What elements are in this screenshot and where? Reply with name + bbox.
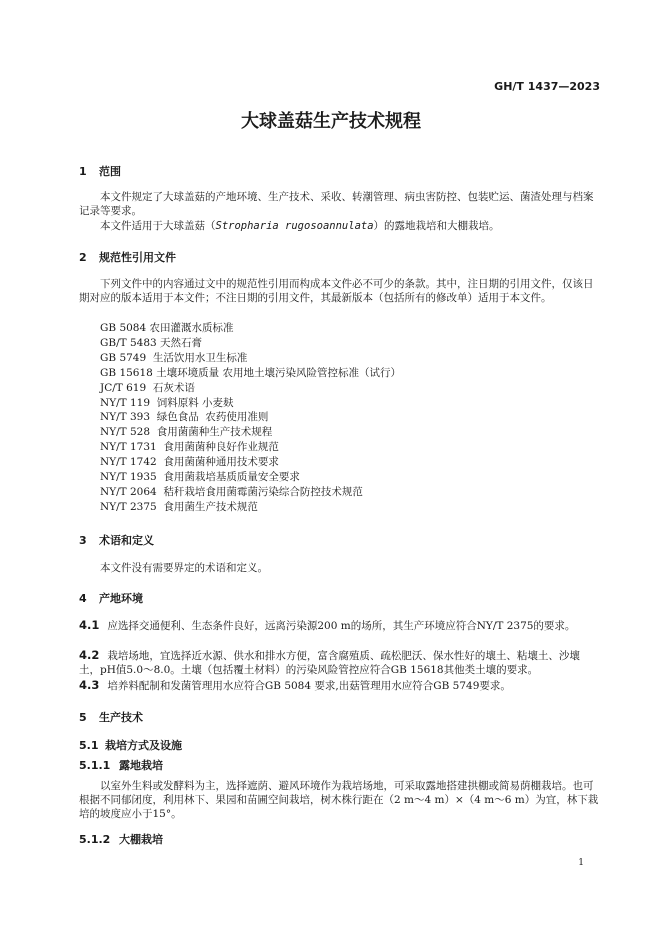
reference-item: NY/T 1935 食用菌栽培基质质量安全要求: [100, 471, 300, 484]
clause-4-2: [79, 648, 599, 677]
reference-item: NY/T 2064 秸秆栽培食用菌霉菌污染综合防控技术规范: [100, 485, 363, 498]
clause-number: 4.1: [79, 618, 100, 632]
section-title: 生产技术: [99, 711, 143, 724]
section-1-paragraph-2: [79, 219, 599, 233]
clause-text: 培养料配制和发菌管理用水应符合GB 5084 要求,出菇管理用水应符合GB 5749要求。: [107, 680, 511, 692]
section-title: 规范性引用文件: [99, 251, 176, 264]
subsection-title: 大棚栽培: [119, 833, 163, 846]
reference-item: NY/T 2375 食用菌生产技术规范: [100, 500, 258, 513]
scope-text-before: 本文件适用于大球盖菇（: [100, 220, 216, 232]
reference-item: GB 5084 农田灌溉水质标准: [100, 322, 234, 334]
latin-species-name: Stropharia rugosoannulata: [215, 220, 374, 232]
clause-text: 栽培场地，宜选择近水源、供水和排水方便，富含腐殖质、疏松肥沃、保水性好的壤土、粘壤土、沙壤土，pH值5.0～8.0。土壤（包括覆土材料）的污染风险管控应符合GB 15618其他类土壤的要求。: [79, 650, 580, 676]
normative-references-list: [100, 321, 401, 515]
section-3-paragraph-1: 本文件没有需要界定的术语和定义。: [100, 562, 268, 574]
section-number: 5: [79, 711, 87, 724]
section-number: 3: [79, 534, 87, 547]
section-5-heading: [79, 709, 143, 725]
section-3-heading: [79, 532, 154, 548]
reference-item: NY/T 393 绿色食品 农药使用准则: [100, 411, 269, 424]
section-number: 2: [79, 251, 87, 264]
section-4-heading: [79, 590, 143, 606]
reference-item: NY/T 1742 食用菌菌种通用技术要求: [100, 456, 279, 469]
section-title: 术语和定义: [99, 534, 154, 547]
section-2-heading: [79, 249, 176, 265]
section-1-paragraph-1: 本文件规定了大球盖菇的产地环境、生产技术、采收、转潮管理、病虫害防控、包装贮运、菌渣处理与档案记录等要求。: [79, 191, 594, 217]
reference-item: NY/T 119 饲料原料 小麦麸: [100, 396, 234, 409]
subsection-number: 5.1: [79, 739, 99, 752]
section-number: 1: [79, 165, 87, 178]
reference-item: JC/T 619 石灰术语: [100, 381, 195, 394]
section-2-paragraph-1: 下列文件中的内容通过文中的规范性引用而构成本文件必不可少的条款。其中，注日期的引用文件，仅该日期对应的版本适用于本文件；不注日期的引用文件，其最新版本（包括所有的修改单）适用于本文件。: [79, 278, 594, 304]
subsection-number: 5.1.2: [79, 833, 111, 846]
reference-item: GB 15618 土壤环境质量 农用地土壤污染风险管控标准（试行）: [100, 366, 402, 379]
clause-number: 4.3: [79, 678, 100, 692]
clause-text: 应选择交通便利、生态条件良好，远离污染源200 m的场所，其生产环境应符合NY/T 2375的要求。: [107, 620, 576, 632]
clause-number: 4.2: [79, 648, 100, 662]
clause-4-1: [79, 618, 599, 633]
subsection-5-1-1-paragraph: 以室外生料或发酵料为主，选择遮荫、避风环境作为栽培场地，可采取露地搭建拱棚或简易荫棚栽培。也可根据不同郁闭度，利用林下、果园和苗圃空间栽培，树木株行距在（2 m～4 m）×（4 m～6 m）为宜，林下栽培的坡度应小于15°。: [79, 780, 599, 820]
subsection-5-1-heading: [79, 737, 182, 753]
reference-item: GB/T 5483 天然石膏: [100, 336, 203, 349]
clause-4-3: [79, 678, 599, 693]
section-1-heading: [79, 163, 121, 179]
reference-item: GB 5749 生活饮用水卫生标准: [100, 351, 248, 364]
section-title: 产地环境: [99, 592, 143, 605]
subsection-5-1-2-heading: [79, 831, 163, 847]
document-code: GH/T 1437—2023: [494, 80, 600, 93]
scope-text-after: ）的露地栽培和大棚栽培。: [373, 220, 500, 232]
page-number: 1: [578, 858, 584, 868]
reference-item: NY/T 1731 食用菌菌种良好作业规范: [100, 441, 279, 454]
section-title: 范围: [99, 165, 121, 178]
subsection-title: 露地栽培: [119, 759, 163, 772]
section-number: 4: [79, 592, 87, 605]
subsection-5-1-1-heading: [79, 757, 163, 773]
subsection-title: 栽培方式及设施: [105, 739, 182, 752]
subsection-number: 5.1.1: [79, 759, 111, 772]
page-title: 大球盖菇生产技术规程: [241, 111, 421, 132]
reference-item: NY/T 528 食用菌菌种生产技术规程: [100, 426, 273, 439]
